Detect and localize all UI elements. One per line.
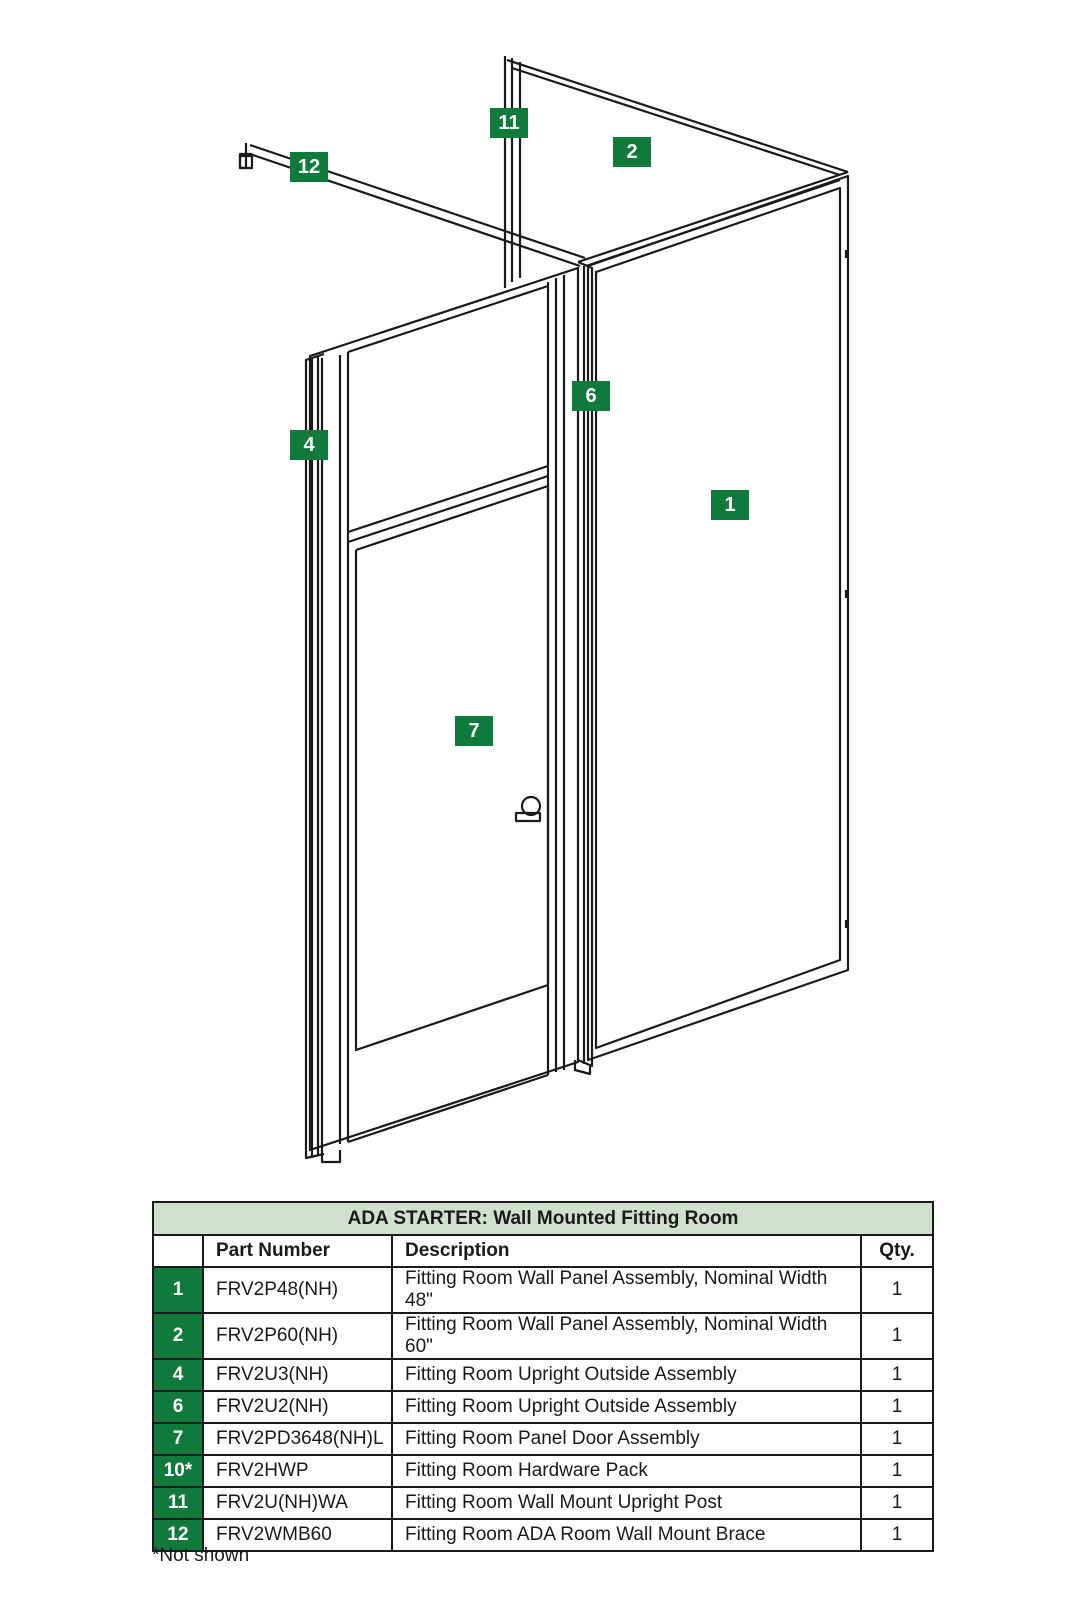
table-header-row <box>153 1235 933 1267</box>
row-number: 7 <box>153 1423 203 1455</box>
row-description: Fitting Room Hardware Pack <box>392 1455 861 1487</box>
row-number: 1 <box>153 1267 203 1313</box>
footnote: *Not shown <box>152 1545 250 1566</box>
callout-7-label: 7 <box>468 720 480 742</box>
row-number: 10* <box>153 1455 203 1487</box>
row-part-number: FRV2PD3648(NH)L <box>203 1423 392 1455</box>
row-description: Fitting Room Wall Panel Assembly, Nominal Width 60" <box>392 1313 861 1359</box>
table-row <box>153 1423 933 1455</box>
row-number: 4 <box>153 1359 203 1391</box>
header-number <box>153 1235 203 1267</box>
row-qty: 1 <box>861 1359 933 1391</box>
callout-12 <box>290 152 328 182</box>
row-number: 2 <box>153 1313 203 1359</box>
table-row <box>153 1519 933 1551</box>
wall-panel-1 <box>588 176 848 1060</box>
door-panel-7 <box>310 268 578 1150</box>
row-part-number: FRV2U3(NH) <box>203 1359 392 1391</box>
row-part-number: FRV2P60(NH) <box>203 1313 392 1359</box>
row-part-number: FRV2U2(NH) <box>203 1391 392 1423</box>
table-row <box>153 1359 933 1391</box>
row-qty: 1 <box>861 1455 933 1487</box>
row-description: Fitting Room ADA Room Wall Mount Brace <box>392 1519 861 1551</box>
callout-6-label: 6 <box>585 385 597 407</box>
callout-2 <box>613 137 651 167</box>
row-description: Fitting Room Upright Outside Assembly <box>392 1391 861 1423</box>
row-part-number: FRV2U(NH)WA <box>203 1487 392 1519</box>
row-qty: 1 <box>861 1519 933 1551</box>
row-description: Fitting Room Wall Mount Upright Post <box>392 1487 861 1519</box>
callout-4 <box>290 430 328 460</box>
row-qty: 1 <box>861 1487 933 1519</box>
row-qty: 1 <box>861 1267 933 1313</box>
header-qty: Qty. <box>861 1235 933 1267</box>
row-qty: 1 <box>861 1313 933 1359</box>
table-row <box>153 1487 933 1519</box>
callout-11-label: 11 <box>498 112 520 134</box>
callout-7 <box>455 716 493 746</box>
header-description: Description <box>392 1235 861 1267</box>
table-row <box>153 1455 933 1487</box>
row-description: Fitting Room Wall Panel Assembly, Nominal Width 48" <box>392 1267 861 1313</box>
row-number: 12 <box>153 1519 203 1551</box>
header-part-number: Part Number <box>203 1235 392 1267</box>
callout-4-label: 4 <box>303 434 315 456</box>
callout-11 <box>490 108 528 138</box>
row-part-number: FRV2P48(NH) <box>203 1267 392 1313</box>
row-number: 11 <box>153 1487 203 1519</box>
row-part-number: FRV2HWP <box>203 1455 392 1487</box>
callout-12-label: 12 <box>297 156 321 178</box>
callout-2-label: 2 <box>626 141 638 163</box>
table-title-row <box>153 1202 933 1235</box>
wall-mount-upright-post <box>505 56 520 288</box>
row-number: 6 <box>153 1391 203 1423</box>
row-qty: 1 <box>861 1391 933 1423</box>
table-row <box>153 1267 933 1313</box>
parts-table <box>152 1201 934 1552</box>
row-description: Fitting Room Panel Door Assembly <box>392 1423 861 1455</box>
callout-6 <box>572 381 610 411</box>
row-description: Fitting Room Upright Outside Assembly <box>392 1359 861 1391</box>
callout-1 <box>711 490 749 520</box>
row-qty: 1 <box>861 1423 933 1455</box>
table-row <box>153 1313 933 1359</box>
table-row <box>153 1391 933 1423</box>
row-part-number: FRV2WMB60 <box>203 1519 392 1551</box>
table-title: ADA STARTER: Wall Mounted Fitting Room <box>153 1202 933 1235</box>
callout-1-label: 1 <box>724 494 736 516</box>
